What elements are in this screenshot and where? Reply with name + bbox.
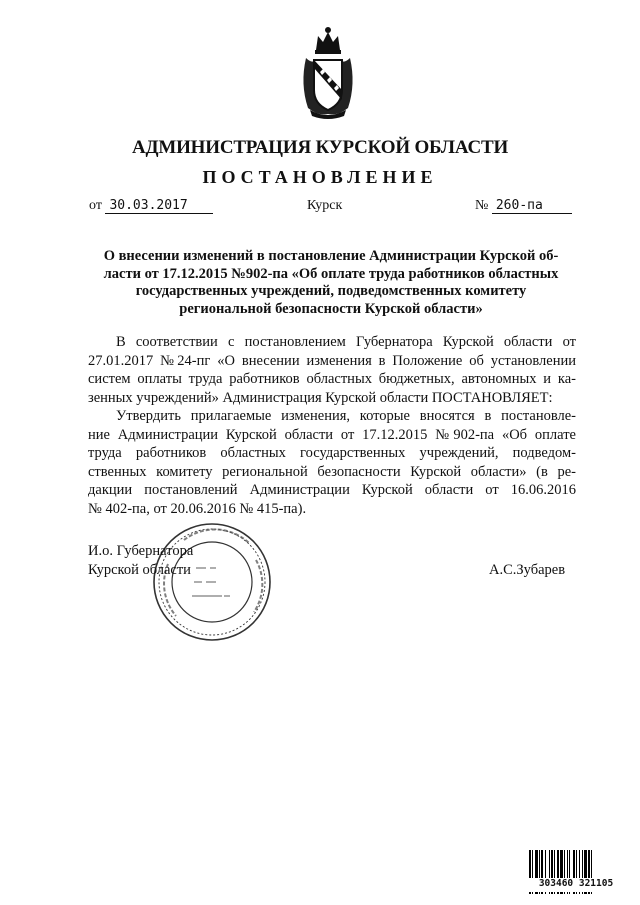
document-date <box>89 198 229 216</box>
position-line: И.о. Губернатора <box>88 543 194 559</box>
heading-line: государственных учреждений, подведомственных комитету <box>135 283 527 299</box>
heading-line: ласти от 17.12.2015 №902-па «Об оплате труда работников областных <box>103 265 559 282</box>
kursk-coat-of-arms-icon <box>296 24 360 120</box>
signatory-position <box>88 542 193 580</box>
body-line: Утвердить прилагаемые изменения, которые вносятся в постановле- <box>116 408 576 424</box>
organization-title: АДМИНИСТРАЦИЯ КУРСКОЙ ОБЛАСТИ <box>131 137 509 158</box>
date-value: 30.03.2017 <box>105 198 213 214</box>
body-line: труда работников областных государственных учреждений, подведом- <box>88 445 576 461</box>
official-seal-stamp <box>150 520 274 644</box>
document-number <box>475 198 575 216</box>
signatory-name: А.С.Зубарев <box>489 562 566 578</box>
document-heading <box>88 248 574 318</box>
heading-line: О внесении изменений в постановление Администрации Курской об- <box>103 248 559 264</box>
body-line: систем оплаты труда работников областных бюджетных, автономных и ка- <box>88 371 576 387</box>
heading-line: региональной безопасности Курской области» <box>179 300 483 317</box>
number-prefix: № <box>475 198 489 213</box>
position-line: Курской области <box>88 562 191 578</box>
body-line: 27.01.2017 №24-пг «О внесении изменения в Положение об установлении <box>88 352 576 369</box>
document-city: Курск <box>307 198 343 213</box>
body-line: ственных комитету региональной безопасности Курской области» (в ре- <box>88 463 576 480</box>
document-type: ПОСТАНОВЛЕНИЕ <box>202 167 438 187</box>
body-line: В соответствии с постановлением Губернатора Курской области от <box>116 334 576 350</box>
body-line: № 402-па, от 20.06.2016 № 415-па). <box>88 500 307 517</box>
document-body <box>88 333 576 518</box>
body-line: ние Администрации Курской области от 17.12.2015 №902-па «Об оплате <box>88 426 576 443</box>
body-line: зенных учреждений» Администрация Курской области ПОСТАНОВЛЯЕТ: <box>88 389 553 406</box>
body-line: дакции постановлений Администрации Курской области от 16.06.2016 <box>88 482 576 498</box>
number-value: 260-па <box>492 198 572 214</box>
barcode-number: 303460 321105 <box>528 878 624 892</box>
date-prefix: от <box>89 198 102 213</box>
